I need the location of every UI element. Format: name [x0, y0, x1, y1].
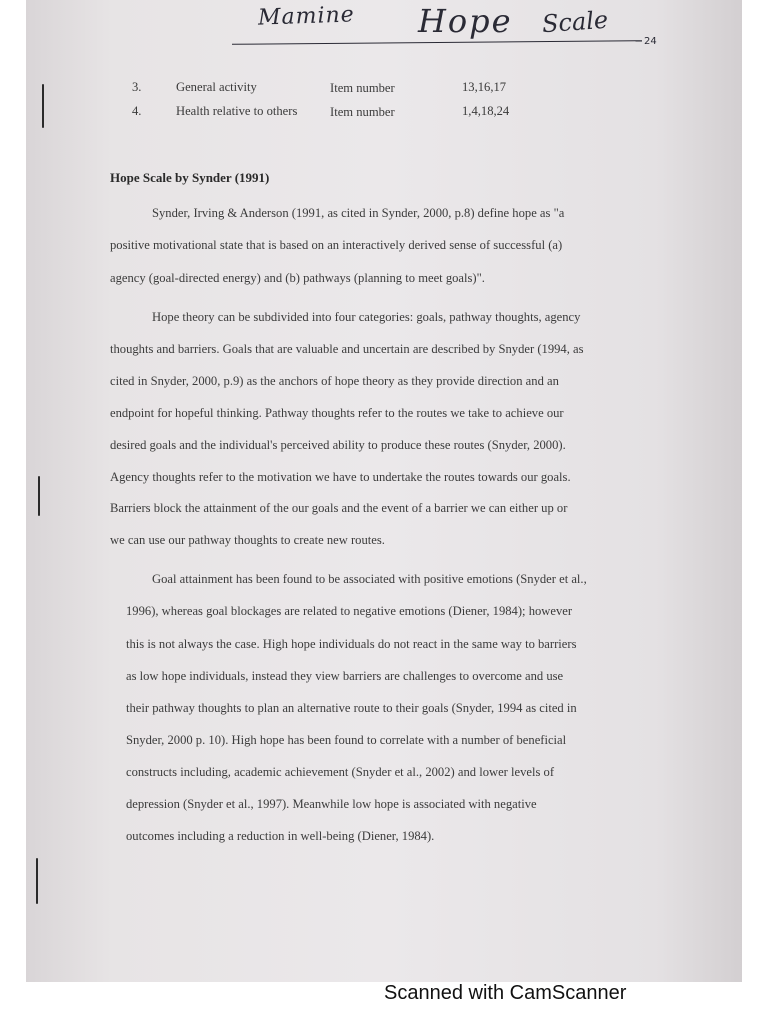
paragraph-line: Agency thoughts refer to the motivation we have to undertake the routes towards our goals.	[110, 470, 571, 484]
paragraph-line: agency (goal-directed energy) and (b) pathways (planning to meet goals)".	[110, 271, 485, 285]
paragraph-line: thoughts and barriers. Goals that are valuable and uncertain are described by Snyder (1994, as	[110, 342, 584, 356]
paragraph-line: we can use our pathway thoughts to create new routes.	[110, 533, 385, 547]
paragraph-line: desired goals and the individual's perceived ability to produce these routes (Snyder, 2000).	[110, 438, 566, 452]
section-heading: Hope Scale by Synder (1991)	[110, 170, 270, 185]
paragraph-line: constructs including, academic achievement (Snyder et al., 2002) and lower levels of	[126, 765, 555, 779]
paragraph-line: positive motivational state that is based on an interactively derived sense of successful (a)	[110, 238, 563, 252]
margin-mark-middle	[38, 476, 40, 516]
list-item-value: 1,4,18,24	[462, 104, 510, 118]
paragraph-line: cited in Snyder, 2000, p.9) as the anchors of hope theory as they provide direction and an	[110, 374, 559, 388]
list-item-item-label: Item number	[330, 105, 395, 119]
handwritten-page-number: 24	[644, 36, 657, 47]
paragraph-line: their pathway thoughts to plan an alternative route to their goals (Snyder, 1994 as cited in	[126, 701, 577, 715]
list-item-value: 13,16,17	[462, 80, 507, 94]
margin-mark-top	[42, 84, 44, 128]
paragraph-line: 1996), whereas goal blockages are related to negative emotions (Diener, 1984); however	[126, 604, 573, 618]
paragraph-line: Barriers block the attainment of the our goals and the event of a barrier we can either up or	[110, 501, 568, 515]
list-item-number: 3.	[132, 80, 142, 94]
paragraph-line: depression (Snyder et al., 1997). Meanwhile low hope is associated with negative	[126, 797, 537, 811]
paragraph-line: endpoint for hopeful thinking. Pathway thoughts refer to the routes we take to achieve our	[110, 406, 564, 420]
list-item-label: General activity	[176, 80, 257, 94]
handwritten-underline	[232, 40, 642, 45]
scanned-page	[26, 0, 742, 982]
paragraph-line: Goal attainment has been found to be associated with positive emotions (Snyder et al.,	[152, 572, 587, 586]
paragraph-line: this is not always the case. High hope individuals do not react in the same way to barriers	[126, 637, 577, 651]
list-item-number: 4.	[132, 104, 142, 118]
scanner-watermark: Scanned with CamScanner	[384, 982, 627, 1004]
handwritten-title: Hope	[418, 2, 513, 40]
list-item-label: Health relative to others	[176, 104, 298, 118]
margin-mark-bottom	[36, 858, 38, 904]
paragraph-line: Synder, Irving & Anderson (1991, as cited in Synder, 2000, p.8) define hope as "a	[152, 206, 565, 220]
list-item-item-label: Item number	[330, 81, 395, 95]
paragraph-line: Hope theory can be subdivided into four categories: goals, pathway thoughts, agency	[152, 310, 581, 324]
paragraph-line: as low hope individuals, instead they view barriers are challenges to overcome and use	[126, 669, 564, 683]
paragraph-line: Snyder, 2000 p. 10). High hope has been found to correlate with a number of beneficial	[126, 733, 567, 747]
handwritten-name: Mamine	[257, 2, 356, 31]
paragraph-line: outcomes including a reduction in well-being (Diener, 1984).	[126, 829, 435, 843]
handwritten-scale: Scale	[541, 5, 609, 39]
